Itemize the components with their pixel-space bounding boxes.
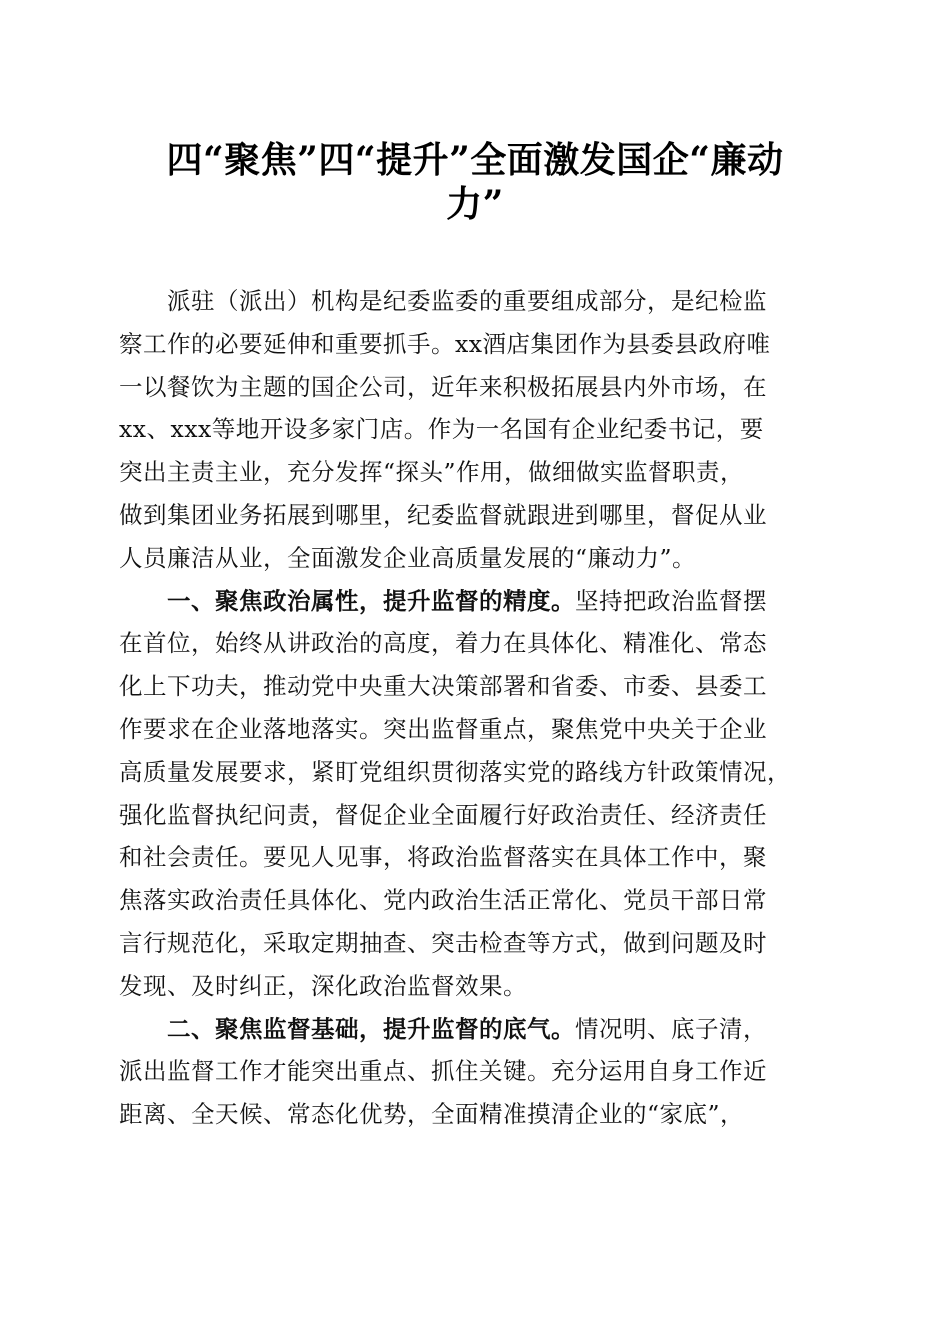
text-line: 距离、全天候、常态化优势，全面精准摸清企业的“家底”， <box>119 1100 745 1129</box>
text-line: 焦落实政治责任具体化、党内政治生活正常化、党员干部日常 <box>119 886 767 915</box>
text-line: 发现、及时纠正，深化政治监督效果。 <box>119 971 527 1000</box>
text-line: 言行规范化，采取定期抽查、突击检查等方式，做到问题及时 <box>119 928 767 957</box>
text-line: 强化监督执纪问责，督促企业全面履行好政治责任、经济责任 <box>119 800 767 829</box>
text-line: 做到集团业务拓展到哪里，纪委监督就跟进到哪里，督促从业 <box>119 500 767 529</box>
text-line: 化上下功夫，推动党中央重大决策部署和省委、市委、县委工 <box>119 672 767 701</box>
text-line: xx、xxx等地开设多家门店。作为一名国有企业纪委书记，要 <box>119 415 764 444</box>
text-line: 作要求在企业落地落实。突出监督重点，聚焦党中央关于企业 <box>119 714 767 743</box>
intro-paragraph <box>119 280 831 580</box>
text-line <box>119 1008 831 1051</box>
section-1-first-line-text: 坚持把政治监督摆 <box>575 586 767 615</box>
text-line: 高质量发展要求，紧盯党组织贯彻落实党的路线方针政策情况， <box>119 757 791 786</box>
text-line <box>119 580 831 623</box>
title-line: 力” <box>446 183 504 225</box>
text-line: 察工作的必要延伸和重要抓手。xx酒店集团作为县委县政府唯 <box>119 329 771 358</box>
section-2-first-line-text: 情况明、底子清， <box>575 1014 767 1043</box>
text-line: 派出监督工作才能突出重点、抓住关键。充分运用自身工作近 <box>119 1057 767 1086</box>
section-2-paragraph <box>119 1008 831 1136</box>
text-line: 人员廉洁从业，全面激发企业高质量发展的“廉动力”。 <box>119 543 697 572</box>
text-line: 一以餐饮为主题的国企公司，近年来积极拓展县内外市场，在 <box>119 372 767 401</box>
title-line: 四“聚焦”四“提升”全面激发国企“廉动 <box>166 139 784 181</box>
document-title <box>120 138 830 226</box>
text-line: 在首位，始终从讲政治的高度，着力在具体化、精准化、常态 <box>119 629 767 658</box>
section-2-heading: 二、聚焦监督基础，提升监督的底气。 <box>167 1014 575 1043</box>
text-line: 和社会责任。要见人见事，将政治监督落实在具体工作中，聚 <box>119 843 767 872</box>
section-1-paragraph <box>119 580 831 1008</box>
text-line: 突出主责主业，充分发挥“探头”作用，做细做实监督职责， <box>119 458 745 487</box>
section-1-heading: 一、聚焦政治属性，提升监督的精度。 <box>167 586 575 615</box>
text-line: 派驻（派出）机构是纪委监委的重要组成部分，是纪检监 <box>167 287 767 315</box>
document-body <box>119 280 831 1136</box>
